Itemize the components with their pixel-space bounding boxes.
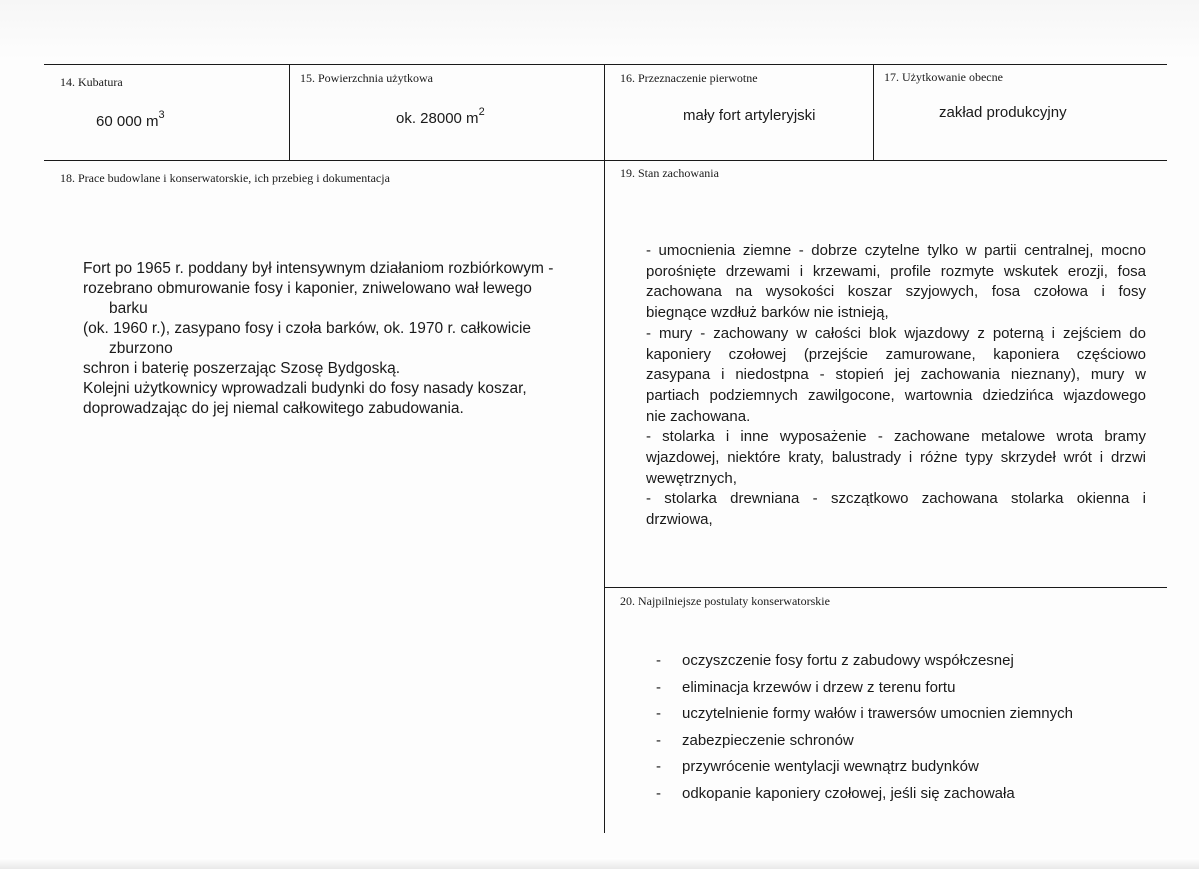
stan-line: - umocnienia ziemne - dobrze czytelne tylko w partii centralnej, mocno: [646, 242, 1146, 259]
prace-line: doprowadzając do jej niemal całkowitego zabudowania.: [83, 400, 464, 417]
list-item-text: zabezpieczenie schronów: [682, 731, 854, 749]
stan-label: 19. Stan zachowania: [620, 166, 719, 180]
stan-line: partiach podziemnych zawilgocone, wartownia dziedzińca wjazdowego: [646, 386, 1146, 404]
stan-line: zachowana na wysokości koszar szyjowych, fosa czołowa i fosy: [646, 283, 1146, 301]
stan-line: wewętrznych,: [646, 469, 737, 487]
stan-line: porośnięte drzewami i krzewami, profile rozmyte wskutek erozji, fosa: [646, 262, 1146, 280]
prace-label: 18. Prace budowlane i konserwatorskie, ich przebieg i dokumentacja: [60, 171, 390, 185]
bullet-dash: -: [656, 731, 661, 749]
bullet-dash: -: [656, 678, 661, 696]
postulaty-label: 20. Najpilniejsze postulaty konserwatorskie: [620, 594, 830, 608]
przeznaczenie-label: 16. Przeznaczenie pierwotne: [620, 71, 758, 85]
bullet-dash: -: [656, 758, 661, 775]
prace-line: rozebrano obmurowanie fosy i kaponier, zniwelowano wał lewego: [83, 280, 532, 297]
kubatura-value: [96, 109, 165, 130]
list-item-text: eliminacja krzewów i drzew z terenu fortu: [682, 678, 956, 696]
kubatura-exponent: 3: [158, 109, 165, 121]
powierzchnia-label: 15. Powierzchnia użytkowa: [300, 71, 433, 85]
list-item-text: odkopanie kaponiery czołowej, jeśli się zachowała: [682, 784, 1015, 802]
powierzchnia-exponent: 2: [478, 106, 485, 118]
prace-line: barku: [109, 300, 148, 317]
uzytkowanie-value: zakład produkcyjny: [939, 104, 1067, 121]
section-divider-right: [604, 587, 1167, 588]
przeznaczenie-value: mały fort artyleryjski: [683, 107, 816, 124]
prace-line: (ok. 1960 r.), zasypano fosy i czoła barków, ok. 1970 r. całkowicie: [83, 320, 532, 337]
powierzchnia-number: ok. 28000 m: [396, 110, 479, 127]
prace-line: zburzono: [109, 340, 173, 357]
top-rule: [44, 64, 1167, 65]
col-divider-16-17: [873, 64, 874, 160]
prace-line: Fort po 1965 r. poddany był intensywnym działaniom rozbiórkowym -: [83, 260, 554, 277]
powierzchnia-value: [396, 106, 485, 127]
bullet-dash: -: [656, 784, 661, 802]
row-divider: [44, 160, 1167, 161]
kubatura-label: 14. Kubatura: [60, 75, 123, 89]
stan-line: kaponiery czołowej (przejście zamurowane, kaponiera częściowo: [646, 345, 1146, 363]
stan-line: zasypana i niedostpna - stopień jej zachowania nieznany), mury w: [646, 366, 1146, 384]
stan-text: [646, 241, 1146, 531]
col-divider-center: [604, 64, 605, 833]
stan-line: drzwiowa,: [646, 511, 713, 529]
stan-line: - stolarka i inne wyposażenie - zachowane metalowe wrota bramy: [646, 428, 1146, 446]
list-item-text: przywrócenie wentylacji wewnątrz budynków: [682, 758, 979, 775]
prace-text: [83, 259, 588, 419]
stan-line: biegnące wzdłuż barków nie istnieją,: [646, 304, 889, 322]
scan-bottom-edge: [0, 858, 1199, 869]
list-item-text: uczytelnienie formy wałów i trawersów umocnien ziemnych: [682, 705, 1073, 722]
prace-line: schron i baterię poszerzając Szosę Bydgoską.: [83, 360, 401, 377]
bullet-dash: -: [656, 705, 661, 722]
stan-line: nie zachowana.: [646, 407, 751, 425]
uzytkowanie-label: 17. Użytkowanie obecne: [884, 70, 1003, 84]
scan-shadow: [0, 0, 1199, 60]
prace-line: Kolejni użytkownicy wprowadzali budynki do fosy nasady koszar,: [83, 380, 527, 397]
bullet-dash: -: [656, 652, 661, 669]
stan-line: - stolarka drewniana - szczątkowo zachowana stolarka okienna i: [646, 490, 1146, 508]
list-item-text: oczyszczenie fosy fortu z zabudowy współczesnej: [682, 652, 1014, 669]
stan-line: - mury - zachowany w całości blok wjazdowy z poterną i zejściem do: [646, 324, 1146, 342]
stan-line: wjazdowej, niektóre kraty, balustrady i różne typy skrzydeł wrót i drzwi: [646, 449, 1146, 467]
col-divider-14-15: [289, 64, 290, 160]
kubatura-number: 60 000 m: [96, 113, 159, 130]
